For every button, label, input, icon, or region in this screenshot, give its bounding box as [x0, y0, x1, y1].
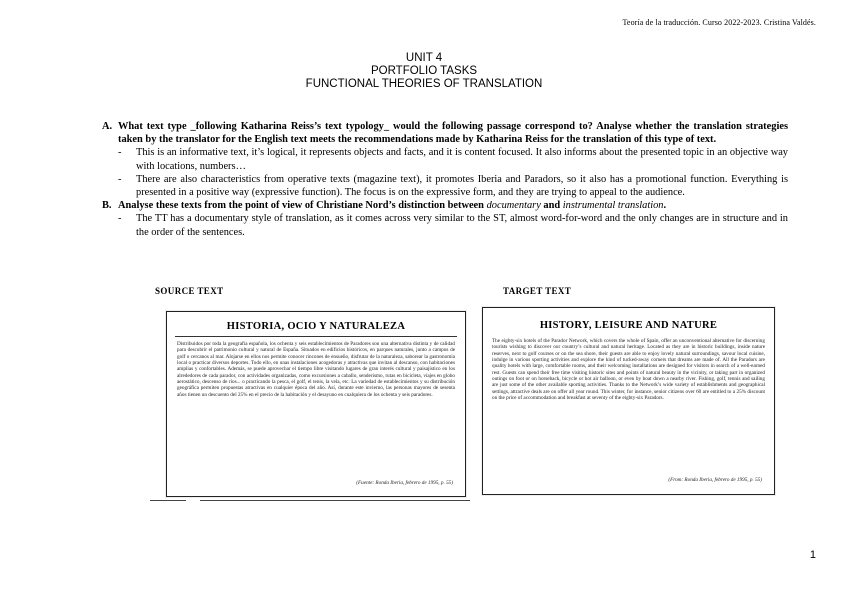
page-number: 1: [809, 549, 816, 561]
task-b-question: [118, 199, 788, 212]
answer-text: This is an informative text, it’s logical, it represents objects and facts, and it is content focused. It also informs about the presented topic in an objective way with locations, numbers…: [136, 147, 788, 172]
task-a-answer-2: [118, 173, 788, 199]
target-text-scan: [482, 307, 775, 495]
task-a-question: What text type _following Katharina Reiss’s text typology_ would the following passage correspond to? Analyse whether the translation strategies taken by the translator for the English text meets the recommendations made by Katharina Reiss for the translation of this type of text.: [118, 121, 788, 146]
task-a-label: A.: [102, 121, 113, 132]
task-b: [102, 199, 788, 212]
term-documentary: documentary: [486, 200, 541, 212]
task-b-answer-1: [118, 212, 788, 238]
task-a-answer-1: [118, 146, 788, 172]
bullet-dash: -: [118, 147, 122, 159]
task-b-end: .: [663, 200, 667, 212]
task-b-and: and: [540, 200, 563, 212]
source-text-label: SOURCE TEXT: [155, 286, 224, 296]
task-b-label: B.: [102, 200, 112, 212]
target-citation: (From: Ronda Iberia, febrero de 1995, p. 55): [668, 477, 762, 483]
source-text-scan: [166, 311, 466, 497]
portfolio-title: PORTFOLIO TASKS: [370, 65, 478, 77]
source-citation: (Fuente: Ronda Iberia, febrero de 1995, p. 55): [356, 480, 453, 486]
target-scan-title: HISTORY, LEISURE AND NATURE: [539, 320, 718, 331]
answer-text: The TT has a documentary style of translation, as it comes across very similar to the ST, almost word-for-word and the only changes are in structure and in the order of the sentences.: [136, 213, 788, 238]
target-scan-body: The eighty-six hotels of the Parador Network, which covers the whole of Spain, offer an unconventional alternative for discerning tourists wishing to discover our country’s cultural and natural heritage. Located as they are in historic buildings, inside nature reserves, next to golf courses or on the sea shore, their guests are able to enjoy lovely natural surroundings, savour local cuisine, indulge in various sporting activities and explore the kind of tucked-away corners that dreams are made of. All the Paradors are quality hotels with large, comfortable rooms, and their welcoming installations are designed for visitors in search of a well-earned rest. Guests can spend their free time visiting historic sites and points of natural beauty in the vicinity, or taking part in organized outings on foot or on horseback, bicycle or hot air balloon, or even by boat down a nearby river. Fishing, golf, tennis and sailing are just some of the other available sporting activities. Thanks to the Network’s wide variety of establishments and geographical settings, attractive deals are on offer all year round. This winter, for instance, senior citizens over 60 are entitled to a 25% discount on the price of accommodation and breakfast at seventy of the eighty-six Paradors.: [492, 338, 765, 402]
bullet-dash: -: [118, 173, 122, 185]
source-title-rule: [175, 336, 457, 337]
source-underline-right: [200, 500, 470, 501]
document-titles: [0, 52, 848, 91]
source-underline-left: [150, 500, 186, 501]
header-note: Teoría de la traducción. Curso 2022-2023. Cristina Valdés.: [622, 18, 816, 27]
bullet-dash: -: [118, 213, 122, 225]
source-scan-title: HISTORIA, OCIO Y NATURALEZA: [226, 321, 406, 332]
target-text-label: TARGET TEXT: [503, 286, 572, 296]
task-b-question-start: Analyse these texts from the point of view of Christiane Nord’s distinction between: [118, 200, 487, 212]
source-scan-body: Distribuidos por toda la geografía española, los ochenta y seis establecimientos de Paradores son una alternativa distinta y de calidad para descubrir el patrimonio cultural y natural de España. Situados en edificios históricos, en parques naturales, junto a campos de golf o cercanos al mar. Alojarse en ellos nos permite conocer rincones de ensueño, disfrutar de la naturaleza, saborear la gastronomía local o practicar diversos deportes. Todo ello, en unas instalaciones acogedoras y atractivas que invitan al descanso, con habitaciones amplias y confortables. Además, se puede aprovechar el tiempo libre visitando lugares de gran interés cultural y paisajístico en los alrededores de cada parador, con actividades organizadas, como excursiones a caballo, senderismo, rutas en bicicleta, viajes en globo aerostático, descenso de ríos... o practicando la pesca, el golf, el tenis, la vela, etc. La variedad de establecimientos y su distribución geográfica permiten propuestas atractivas en cualquier época del año. Así, durante este invierno, las personas mayores de sesenta años tienen un descuento del 25% en el precio de la habitación y el desayuno en cualquiera de los ochenta y seis paradores.: [177, 341, 455, 398]
unit-title: UNIT 4: [405, 52, 443, 64]
task-a: [102, 120, 788, 146]
term-instrumental: instrumental translation: [562, 200, 664, 212]
answer-text: There are also characteristics from operative texts (magazine text), it promotes Iberia and Paradors, so it also has a promotional function. Everything is presented in a positive way (expressive function). The focus is on the expressive form, and they are trying to appeal to the audience.: [136, 173, 788, 199]
theories-title: FUNCTIONAL THEORIES OF TRANSLATION: [305, 78, 543, 90]
task-list: [102, 120, 788, 239]
